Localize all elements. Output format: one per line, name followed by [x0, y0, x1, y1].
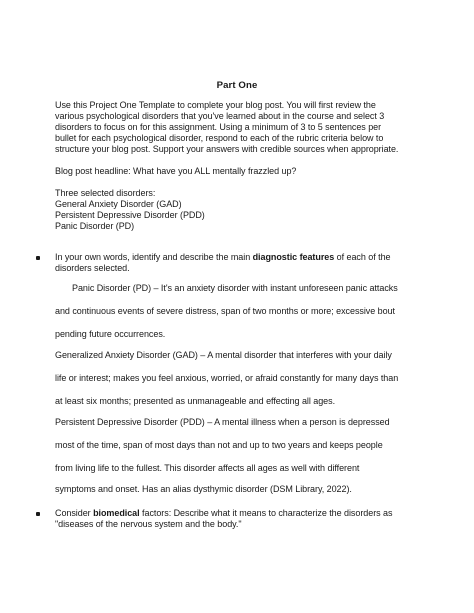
bullet-1-line: disorders selected.	[55, 263, 130, 273]
bullet-icon	[36, 256, 40, 260]
page-title: Part One	[216, 80, 258, 91]
intro-line: structure your blog post. Support your answers with credible sources when appropriate.	[55, 144, 399, 154]
intro-line: bullet for each psychological disorder, respond to each of the rubric criteria below to	[55, 133, 384, 143]
answer-line: Generalized Anxiety Disorder (GAD) – A mental disorder that interferes with your daily	[55, 350, 392, 360]
intro-line: disorders to focus on for this assignment. Using a minimum of 3 to 5 sentences per	[55, 122, 382, 132]
answer-line: symptoms and onset. Has an alias dysthymic disorder (DSM Library, 2022).	[55, 484, 352, 494]
bullet-2-line: Consider biomedical factors: Describe what it means to characterize the disorders as	[55, 508, 393, 518]
answer-line: pending future occurrences.	[55, 329, 166, 339]
answer-line: most of the time, span of most days than not and up to two years and keeps people	[55, 440, 383, 450]
bold-term: biomedical	[93, 508, 140, 518]
answer-line: from living life to the fullest. This disorder affects all ages as well with different	[55, 463, 360, 473]
selected-item: General Anxiety Disorder (GAD)	[55, 199, 182, 209]
blog-headline: Blog post headline: What have you ALL mentally frazzled up?	[55, 166, 297, 176]
answer-line: Panic Disorder (PD) – It's an anxiety disorder with instant unforeseen panic attacks	[72, 283, 398, 293]
answer-line: and continuous events of severe distress, span of two months or more; excessive bout	[55, 306, 395, 316]
bold-term: diagnostic features	[252, 252, 335, 262]
intro-line: Use this Project One Template to complete your blog post. You will first review the	[55, 100, 376, 110]
bullet-1-line: In your own words, identify and describe the main diagnostic features of each of the	[55, 252, 391, 262]
bullet-icon	[36, 512, 40, 516]
answer-line: Persistent Depressive Disorder (PDD) – A mental illness when a person is depressed	[55, 417, 390, 427]
answer-line: at least six months; presented as unmanageable and effecting all ages.	[55, 396, 336, 406]
intro-line: various psychological disorders that you've learned about in the course and select 3	[55, 111, 385, 121]
bullet-2-line: "diseases of the nervous system and the body."	[55, 519, 242, 529]
answer-line: life or interest; makes you feel anxious, worried, or afraid constantly for many days than	[55, 373, 399, 383]
selected-item: Panic Disorder (PD)	[55, 221, 135, 231]
selected-heading: Three selected disorders:	[55, 188, 156, 198]
selected-item: Persistent Depressive Disorder (PDD)	[55, 210, 205, 220]
